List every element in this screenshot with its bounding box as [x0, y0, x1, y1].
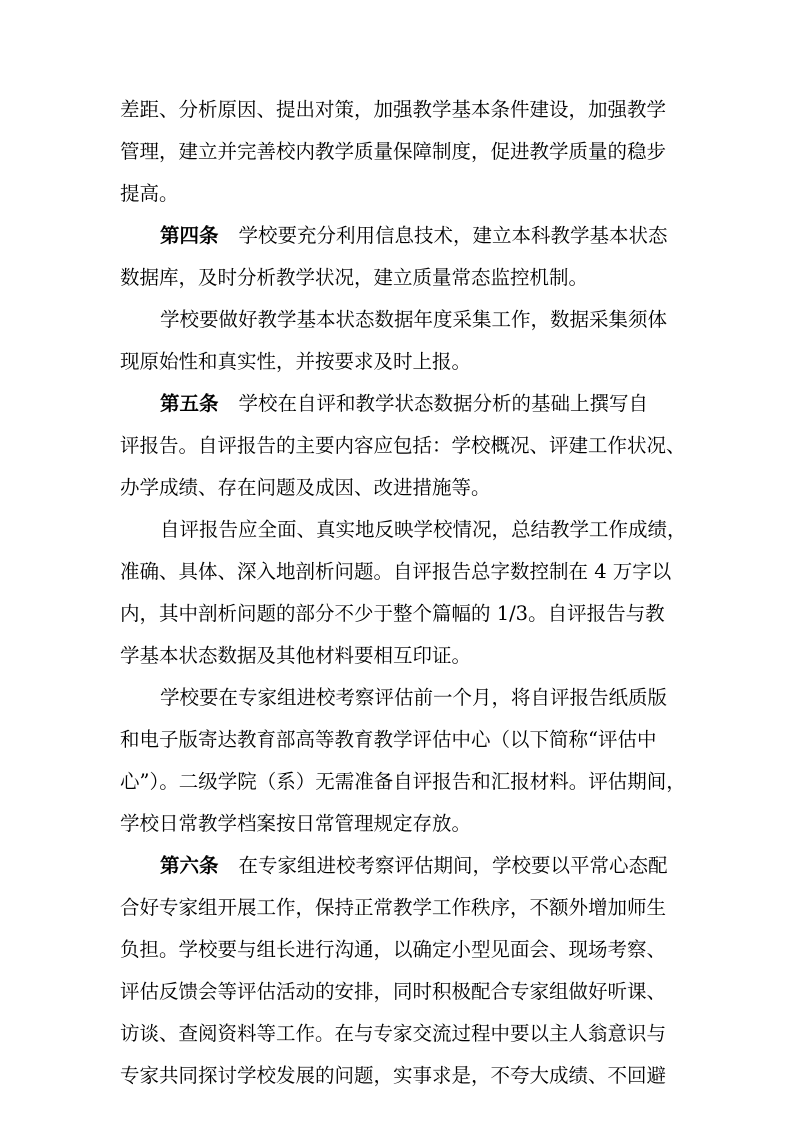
- text-span: 学校要充分利用信息技术，建立本科教学基本状态: [238, 224, 668, 247]
- text-line: 提高。: [120, 182, 179, 205]
- text-line: 和电子版寄达教育部高等教育教学评估中心（以下简称“评估中: [120, 728, 657, 751]
- text-span: 学校在自评和教学状态数据分析的基础上撰写自: [238, 392, 649, 415]
- article-heading: 第四条: [160, 224, 219, 247]
- text-line: 内，其中剖析问题的部分不少于整个篇幅的 1/3。自评报告与教: [120, 602, 665, 625]
- text-line: 现原始性和真实性，并按要求及时上报。: [120, 350, 472, 373]
- article-heading: 第六条: [160, 854, 219, 877]
- text-line: 学校要在专家组进校考察评估前一个月，将自评报告纸质版: [160, 686, 668, 709]
- text-line: 访谈、查阅资料等工作。在与专家交流过程中要以主人翁意识与: [120, 1022, 667, 1045]
- text-line: 学校要做好教学基本状态数据年度采集工作，数据采集须体: [160, 308, 668, 331]
- text-line: 学校日常教学档案按日常管理规定存放。: [120, 812, 472, 835]
- text-line: 办学成绩、存在问题及成因、改进措施等。: [120, 476, 491, 499]
- text-line: 心”）。二级学院（系）无需准备自评报告和汇报材料。评估期间，: [120, 770, 686, 793]
- text-line: 自评报告应全面、真实地反映学校情况，总结教学工作成绩，: [160, 518, 687, 541]
- article-four-line: [160, 218, 668, 254]
- article-heading: 第五条: [160, 392, 219, 415]
- text-line: 负担。学校要与组长进行沟通，以确定小型见面会、现场考察、: [120, 938, 667, 961]
- text-span: 在专家组进校考察评估期间，学校要以平常心态配: [238, 854, 668, 877]
- text-line: 专家共同探讨学校发展的问题，实事求是，不夸大成绩、不回避: [120, 1064, 667, 1087]
- article-five-line: [160, 386, 648, 422]
- article-six-line: [160, 848, 668, 884]
- text-line: 评估反馈会等评估活动的安排，同时积极配合专家组做好听课、: [120, 980, 667, 1003]
- text-line: 准确、具体、深入地剖析问题。自评报告总字数控制在 4 万字以: [120, 560, 672, 583]
- text-line: 数据库，及时分析教学状况，建立质量常态监控机制。: [120, 266, 589, 289]
- text-line: 差距、分析原因、提出对策，加强教学基本条件建设，加强教学: [120, 98, 667, 121]
- text-line: 评报告。自评报告的主要内容应包括：学校概况、评建工作状况、: [120, 434, 686, 457]
- text-line: 合好专家组开展工作，保持正常教学工作秩序，不额外增加师生: [120, 896, 667, 919]
- text-line: 管理，建立并完善校内教学质量保障制度，促进教学质量的稳步: [120, 140, 667, 163]
- text-line: 学基本状态数据及其他材料要相互印证。: [120, 644, 472, 667]
